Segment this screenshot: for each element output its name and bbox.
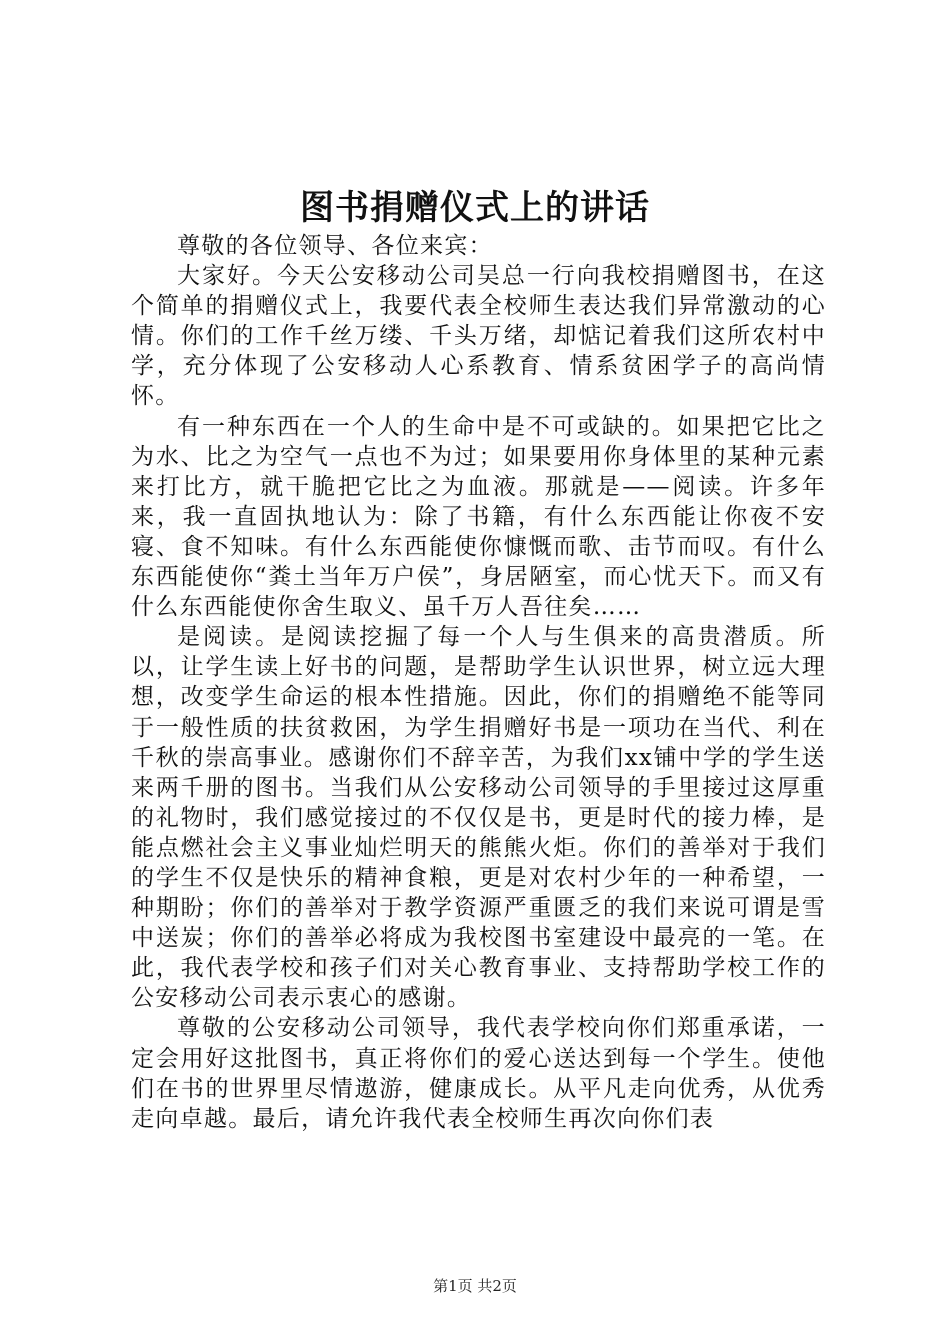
paragraph-greeting: 大家好。今天公安移动公司吴总一行向我校捐赠图书，在这个简单的捐赠仪式上，我要代表全校师生表达我们异常激动的心情。你们的工作千丝万缕、千头万绪，却惦记着我们这所农村中学，充分体现了公安移动人心系教育、情系贫困学子的高尚情怀。 [131, 263, 826, 410]
paragraph-reading-importance: 有一种东西在一个人的生命中是不可或缺的。如果把它比之为水、比之为空气一点也不为过；如果要用你身体里的某种元素来打比方，就干脆把它比之为血液。那就是——阅读。许多年来，我一直固执地认为：除了书籍，有什么东西能让你夜不安寝、食不知味。有什么东西能使你慷慨而歌、击节而叹。有什么东西能使你“粪土当年万户侯”，身居陋室，而心忧天下。而又有什么东西能使你舍生取义、虽千万人吾往矣…… [131, 413, 826, 621]
paragraph-promise: 尊敬的公安移动公司领导，我代表学校向你们郑重承诺，一定会用好这批图书，真正将你们的爱心送达到每一个学生。使他们在书的世界里尽情遨游，健康成长。从平凡走向优秀，从优秀走向卓越。最后，请允许我代表全校师生再次向你们表 [131, 1015, 826, 1132]
document-title: 图书捐赠仪式上的讲话 [300, 188, 650, 228]
paragraph-salutation: 尊敬的各位领导、各位来宾： [177, 233, 493, 259]
paragraph-gratitude: 是阅读。是阅读挖掘了每一个人与生俱来的高贵潜质。所以，让学生读上好书的问题，是帮助学生认识世界，树立远大理想，改变学生命运的根本性措施。因此，你们的捐赠绝不能等同于一般性质的扶贫救困，为学生捐赠好书是一项功在当代、利在千秋的崇高事业。感谢你们不辞辛苦，为我们xx铺中学的学生送来两千册的图书。当我们从公安移动公司领导的手里接过这厚重的礼物时，我们感觉接过的不仅仅是书，更是时代的接力棒，是能点燃社会主义事业灿烂明天的熊熊火炬。你们的善举对于我们的学生不仅是快乐的精神食粮，更是对农村少年的一种希望，一种期盼；你们的善举对于教学资源严重匮乏的我们来说可谓是雪中送炭；你们的善举必将成为我校图书室建设中最亮的一笔。在此，我代表学校和孩子们对关心教育事业、支持帮助学校工作的公安移动公司表示衷心的感谢。 [131, 624, 826, 1012]
page-number-footer: 第1页 共2页 [433, 1277, 517, 1295]
document-body [131, 231, 826, 1134]
